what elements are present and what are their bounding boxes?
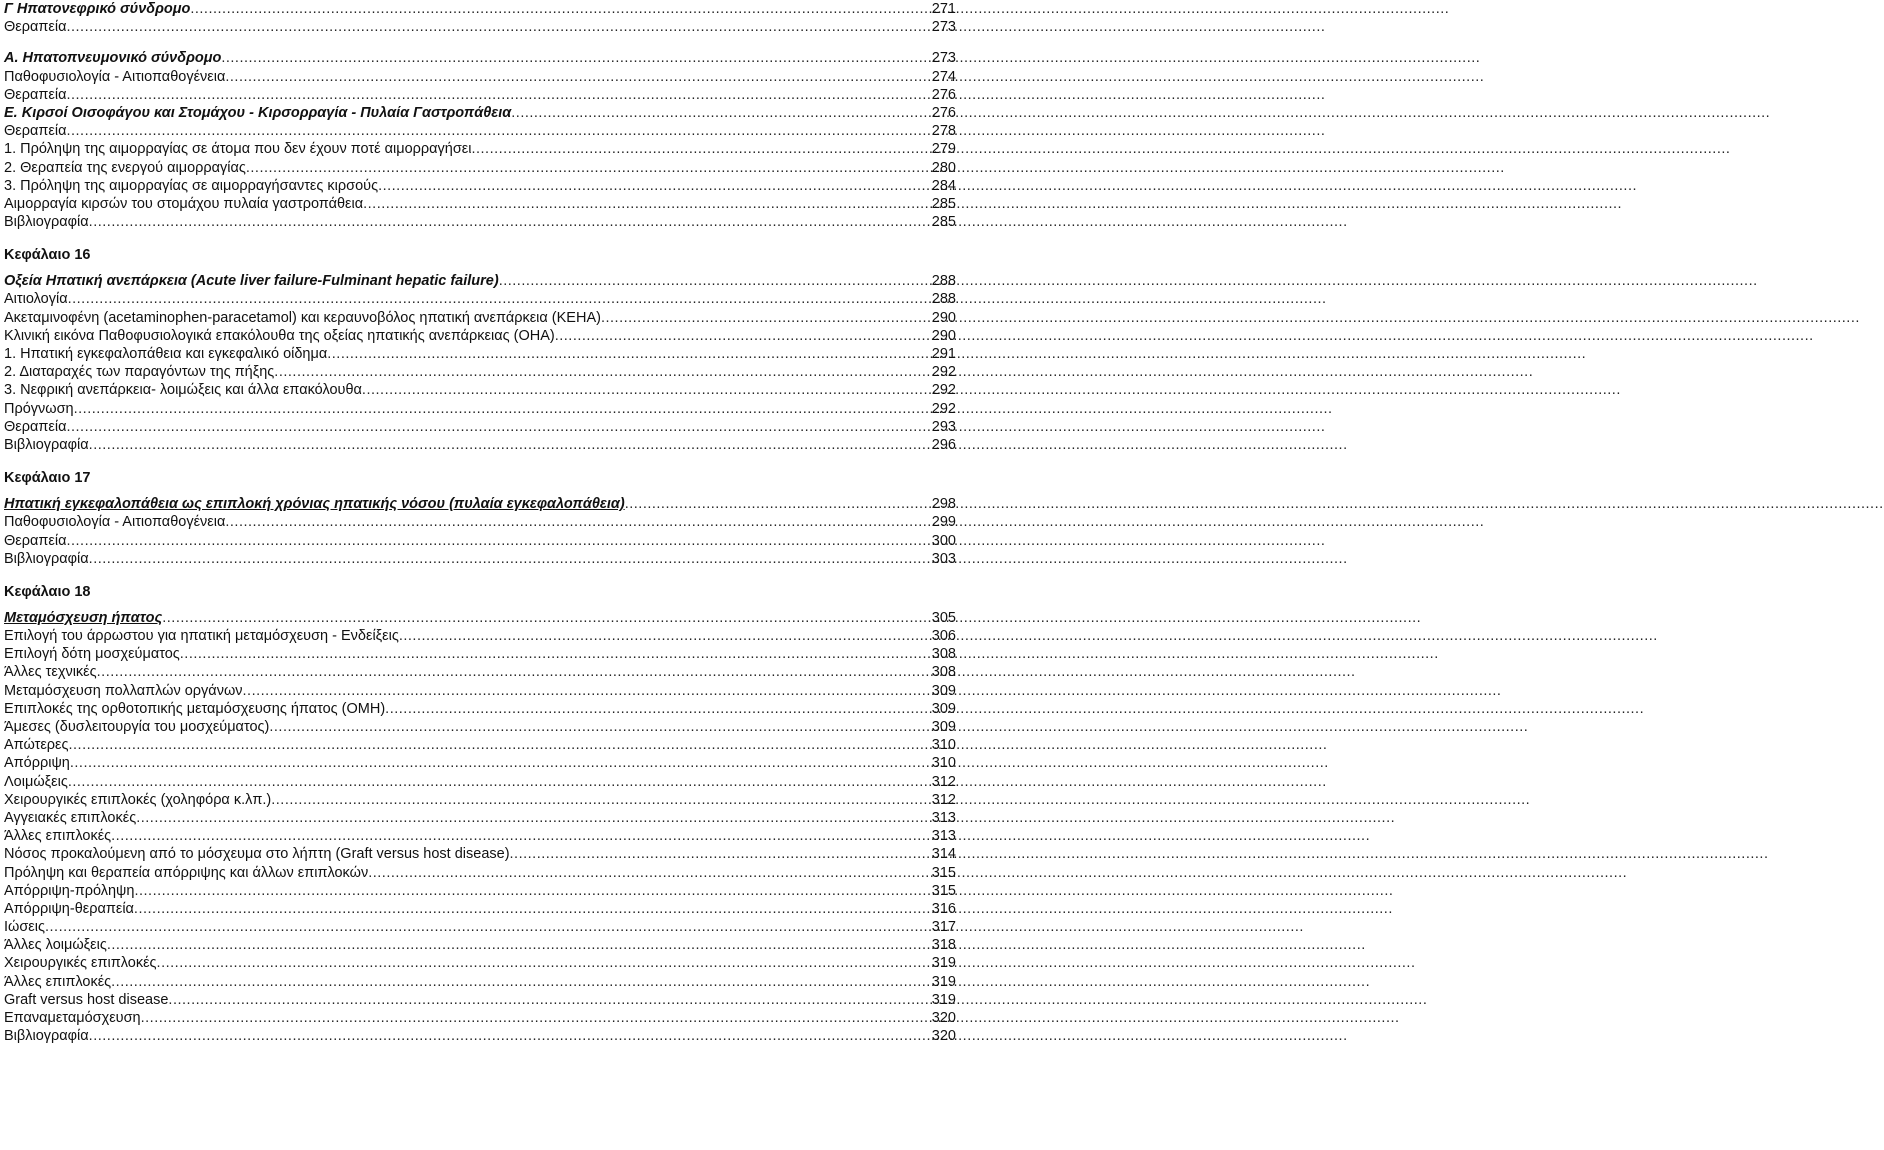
chapter-heading	[4, 244, 960, 266]
toc-entry	[4, 754, 960, 772]
page-number: 285	[931, 214, 956, 231]
toc-entry-title: Ε. Κιρσοί Οισοφάγου και Στομάχου - Κιρσορραγία - Πυλαία Γαστροπάθεια	[4, 104, 512, 121]
toc-entry-title: Α. Ηπατοπνευμονικό σύνδρομο	[4, 50, 222, 67]
toc-entry-title: Απόρριψη-θεραπεία	[4, 900, 134, 917]
dot-leader	[243, 682, 1502, 700]
page-number: 273	[931, 50, 956, 67]
page-number: 293	[931, 418, 956, 435]
page-number: 312	[931, 791, 956, 808]
toc-entry	[4, 495, 960, 513]
dot-leader	[221, 49, 1480, 67]
dot-leader	[269, 718, 1528, 736]
dot-leader	[134, 882, 1393, 900]
page-number: 315	[931, 882, 956, 899]
dot-leader	[45, 918, 1304, 936]
toc-entry	[4, 936, 960, 954]
page-number: 313	[931, 809, 956, 826]
toc-entry	[4, 86, 960, 104]
dot-leader	[246, 159, 1505, 177]
toc-entry	[4, 1027, 960, 1045]
toc-entry-title: Βιβλιογραφία	[4, 550, 89, 567]
dot-leader	[225, 513, 1484, 531]
dot-leader	[68, 290, 1327, 308]
dot-leader	[168, 991, 1427, 1009]
toc-entry	[4, 809, 960, 827]
toc-entry	[4, 609, 960, 627]
toc-entry-title: Θεραπεία	[4, 123, 67, 140]
page-number: 280	[931, 159, 956, 176]
page-number: 306	[931, 628, 956, 645]
dot-leader	[368, 864, 1627, 882]
toc-entry-title: Ακεταμινοφένη (acetaminophen-paracetamol) και κεραυνοβόλος ηπατική ανεπάρκεια (ΚΕΗΑ)	[4, 309, 601, 326]
toc-entry	[4, 900, 960, 918]
dot-leader	[327, 345, 1586, 363]
dot-leader	[141, 1009, 1400, 1027]
page-number: 305	[931, 609, 956, 626]
toc-entry-title: Άλλες επιπλοκές	[4, 828, 112, 845]
page-number: 279	[931, 141, 956, 158]
dot-leader	[180, 645, 1439, 663]
toc-entry-title: Βιβλιογραφία	[4, 1028, 89, 1045]
page-number: 308	[931, 646, 956, 663]
page-number: 291	[931, 346, 956, 362]
dot-leader	[385, 700, 1644, 718]
dot-leader	[225, 68, 1484, 86]
dot-leader	[136, 809, 1395, 827]
toc-entry	[4, 791, 960, 809]
toc-entry	[4, 327, 960, 345]
toc-entry	[4, 991, 960, 1009]
toc-entry	[4, 1009, 960, 1027]
toc-entry	[4, 827, 960, 845]
dot-leader	[66, 418, 1325, 436]
dot-leader	[66, 532, 1325, 550]
toc-entry	[4, 882, 960, 900]
dot-leader	[271, 791, 1530, 809]
toc-entry-title: Επιπλοκές της ορθοτοπικής μεταμόσχευσης ήπατος (ΟΜΗ)	[4, 700, 386, 717]
toc-entry-title: Κλινική εικόνα Παθοφυσιολογικά επακόλουθα της οξείας ηπατικής ανεπάρκειας (ΟΗΑ)	[4, 327, 555, 344]
toc-entry-title: Επαναμεταμόσχευση	[4, 1010, 141, 1026]
dot-leader	[68, 736, 1327, 754]
toc-entry	[4, 864, 960, 882]
toc-entry	[4, 290, 960, 308]
toc-entry	[4, 513, 960, 531]
dot-leader	[511, 104, 1770, 122]
page-number: 319	[931, 955, 956, 972]
toc-entry	[4, 49, 960, 67]
page-number: 290	[931, 327, 956, 344]
toc-entry-title: Χειρουργικές επιπλοκές (χοληφόρα κ.λπ.)	[4, 791, 272, 808]
toc-entry	[4, 973, 960, 991]
toc-entry	[4, 122, 960, 140]
page-number: 292	[931, 382, 956, 399]
toc-entry	[4, 532, 960, 550]
dot-leader	[471, 140, 1730, 158]
dot-leader	[70, 754, 1329, 772]
chapter-title: Κεφάλαιο 16	[4, 247, 91, 264]
page-number: 308	[931, 664, 956, 681]
toc-entry	[4, 627, 960, 645]
toc-entry-title: 2. Διαταραχές των παραγόντων της πήξης	[4, 364, 275, 381]
page-number: 273	[931, 19, 956, 36]
toc-entry-title: Νόσος προκαλούμενη από το μόσχευμα στο λήπτη (Graft versus host disease)	[4, 846, 510, 863]
toc-entry-title: Άλλες επιπλοκές	[4, 973, 112, 990]
toc-entry	[4, 140, 960, 158]
toc-entry	[4, 272, 960, 290]
dot-leader	[157, 954, 1416, 972]
toc-entry-title: Άλλες λοιμώξεις	[4, 937, 107, 954]
toc-entry	[4, 954, 960, 972]
page-number: 292	[931, 364, 956, 381]
table-of-contents	[4, 0, 960, 1045]
dot-leader	[68, 773, 1327, 791]
dot-leader	[97, 663, 1356, 681]
page-number: 319	[931, 973, 956, 990]
toc-entry-title: Μεταμόσχευση ήπατος	[4, 609, 163, 626]
dot-leader	[89, 550, 1348, 568]
dot-leader	[66, 86, 1325, 104]
toc-entry	[4, 773, 960, 791]
dot-leader	[162, 609, 1421, 627]
toc-entry-title: Άλλες τεχνικές	[4, 664, 97, 681]
dot-leader	[89, 436, 1348, 454]
toc-entry-title: Ηπατική εγκεφαλοπάθεια ως επιπλοκή χρόνιας ηπατικής νόσου (πυλαία εγκεφαλοπάθεια)	[4, 496, 625, 513]
toc-entry	[4, 363, 960, 381]
toc-entry-title: Άμεσες (δυσλειτουργία του μοσχεύματος)	[4, 719, 270, 735]
toc-entry	[4, 309, 960, 327]
toc-entry	[4, 68, 960, 86]
toc-entry	[4, 0, 960, 18]
page-number: 288	[931, 291, 956, 308]
toc-entry-title: Απόρριψη	[4, 755, 70, 772]
page-number: 319	[931, 991, 956, 1008]
spacer	[4, 568, 960, 581]
dot-leader	[399, 627, 1658, 645]
spacer	[4, 231, 960, 244]
toc-entry-title: Αγγειακές επιπλοκές	[4, 809, 137, 826]
toc-entry	[4, 918, 960, 936]
toc-entry-title: Παθοφυσιολογία - Αιτιοπαθογένεια	[4, 514, 226, 531]
toc-entry	[4, 18, 960, 36]
toc-entry-title: Graft versus host disease	[4, 991, 169, 1008]
page-number: 276	[931, 104, 956, 121]
toc-entry-title: Επιλογή δότη μοσχεύματος	[4, 646, 180, 663]
toc-entry-title: 2. Θεραπεία της ενεργού αιμορραγίας	[4, 159, 246, 176]
chapter-heading	[4, 467, 960, 489]
page-number: 315	[931, 864, 956, 881]
page-number: 313	[931, 828, 956, 845]
toc-entry-title: Αιμορραγία κιρσών του στομάχου πυλαία γαστροπάθεια	[4, 195, 364, 212]
toc-entry	[4, 177, 960, 195]
toc-entry	[4, 718, 960, 736]
toc-entry	[4, 159, 960, 177]
dot-leader	[66, 18, 1325, 36]
toc-entry-title: Βιβλιογραφία	[4, 436, 89, 453]
toc-entry	[4, 845, 960, 863]
page-number: 310	[931, 755, 956, 772]
toc-entry-title: Οξεία Ηπατική ανεπάρκεια (Acute liver failure-Fulminant hepatic failure)	[4, 273, 499, 290]
toc-entry-title: 3. Νεφρική ανεπάρκεια- λοιμώξεις και άλλα επακόλουθα	[4, 382, 362, 399]
page-number: 320	[931, 1028, 956, 1045]
page-number: 285	[931, 195, 956, 212]
dot-leader	[378, 177, 1637, 195]
page-number: 299	[931, 514, 956, 531]
dot-leader	[74, 400, 1333, 418]
toc-entry	[4, 400, 960, 418]
dot-leader	[134, 900, 1393, 918]
toc-entry	[4, 550, 960, 568]
page-number: 271	[931, 1, 956, 17]
dot-leader	[111, 827, 1370, 845]
toc-entry-title: Θεραπεία	[4, 86, 67, 103]
toc-entry-title: Ιώσεις	[4, 919, 45, 936]
toc-entry-title: Θεραπεία	[4, 19, 67, 36]
page-number: 284	[931, 177, 956, 194]
page-number: 290	[931, 309, 956, 326]
dot-leader	[190, 0, 1449, 18]
toc-entry	[4, 345, 960, 363]
toc-entry-title: Θεραπεία	[4, 532, 67, 549]
page-number: 318	[931, 937, 956, 954]
toc-entry-title: 1. Ηπατική εγκεφαλοπάθεια και εγκεφαλικό οίδημα	[4, 346, 328, 362]
dot-leader	[625, 495, 1884, 513]
toc-entry-title: Πρόληψη και θεραπεία απόρριψης και άλλων επιπλοκών	[4, 864, 369, 881]
dot-leader	[499, 272, 1758, 290]
toc-entry-title: Θεραπεία	[4, 418, 67, 435]
toc-entry	[4, 195, 960, 213]
toc-entry-title: Επιλογή του άρρωστου για ηπατική μεταμόσχευση - Ενδείξεις	[4, 628, 399, 645]
spacer	[4, 36, 960, 49]
dot-leader	[66, 122, 1325, 140]
chapter-title: Κεφάλαιο 18	[4, 583, 91, 600]
toc-entry-title: Γ Ηπατονεφρικό σύνδρομο	[4, 1, 191, 17]
toc-entry-title: Αιτιολογία	[4, 291, 68, 308]
toc-entry-title: Πρόγνωση	[4, 400, 74, 417]
dot-leader	[89, 1027, 1348, 1045]
page-number: 300	[931, 532, 956, 549]
dot-leader	[601, 309, 1860, 327]
toc-entry-title: Παθοφυσιολογία - Αιτιοπαθογένεια	[4, 68, 226, 85]
toc-entry	[4, 700, 960, 718]
page-number: 316	[931, 900, 956, 917]
page-number: 278	[931, 123, 956, 140]
dot-leader	[363, 195, 1622, 213]
page-number: 314	[931, 846, 956, 863]
page-number: 292	[931, 400, 956, 417]
page-number: 317	[931, 919, 956, 936]
chapter-heading	[4, 581, 960, 603]
toc-entry-title: Απόρριψη-πρόληψη	[4, 882, 135, 899]
dot-leader	[362, 381, 1621, 399]
page-number: 303	[931, 550, 956, 567]
page-number: 274	[931, 68, 956, 85]
toc-entry	[4, 645, 960, 663]
dot-leader	[510, 845, 1769, 863]
chapter-title: Κεφάλαιο 17	[4, 470, 91, 487]
dot-leader	[555, 327, 1814, 345]
page-number: 310	[931, 737, 956, 754]
toc-entry	[4, 736, 960, 754]
toc-entry-title: 1. Πρόληψη της αιμορραγίας σε άτομα που δεν έχουν ποτέ αιμορραγήσει	[4, 141, 472, 158]
toc-entry-title: Απώτερες	[4, 737, 69, 754]
page-number: 296	[931, 436, 956, 453]
toc-entry-title: Λοιμώξεις	[4, 773, 68, 790]
toc-entry	[4, 663, 960, 681]
toc-entry	[4, 436, 960, 454]
dot-leader	[107, 936, 1366, 954]
spacer	[4, 454, 960, 467]
dot-leader	[274, 363, 1533, 381]
toc-entry	[4, 104, 960, 122]
page-number: 298	[931, 496, 956, 513]
toc-entry-title: Βιβλιογραφία	[4, 214, 89, 231]
toc-entry	[4, 682, 960, 700]
dot-leader	[111, 973, 1370, 991]
page-number: 309	[931, 682, 956, 699]
toc-entry	[4, 213, 960, 231]
page-number: 309	[931, 719, 956, 735]
toc-entry	[4, 418, 960, 436]
page-number: 312	[931, 773, 956, 790]
page-number: 320	[931, 1010, 956, 1026]
toc-entry-title: Χειρουργικές επιπλοκές	[4, 955, 157, 972]
page-number: 276	[931, 86, 956, 103]
toc-entry	[4, 381, 960, 399]
page-number: 309	[931, 700, 956, 717]
dot-leader	[89, 213, 1348, 231]
toc-entry-title: Μεταμόσχευση πολλαπλών οργάνων	[4, 682, 243, 699]
page-number: 288	[931, 273, 956, 290]
toc-entry-title: 3. Πρόληψη της αιμορραγίας σε αιμορραγήσαντες κιρσούς	[4, 177, 379, 194]
